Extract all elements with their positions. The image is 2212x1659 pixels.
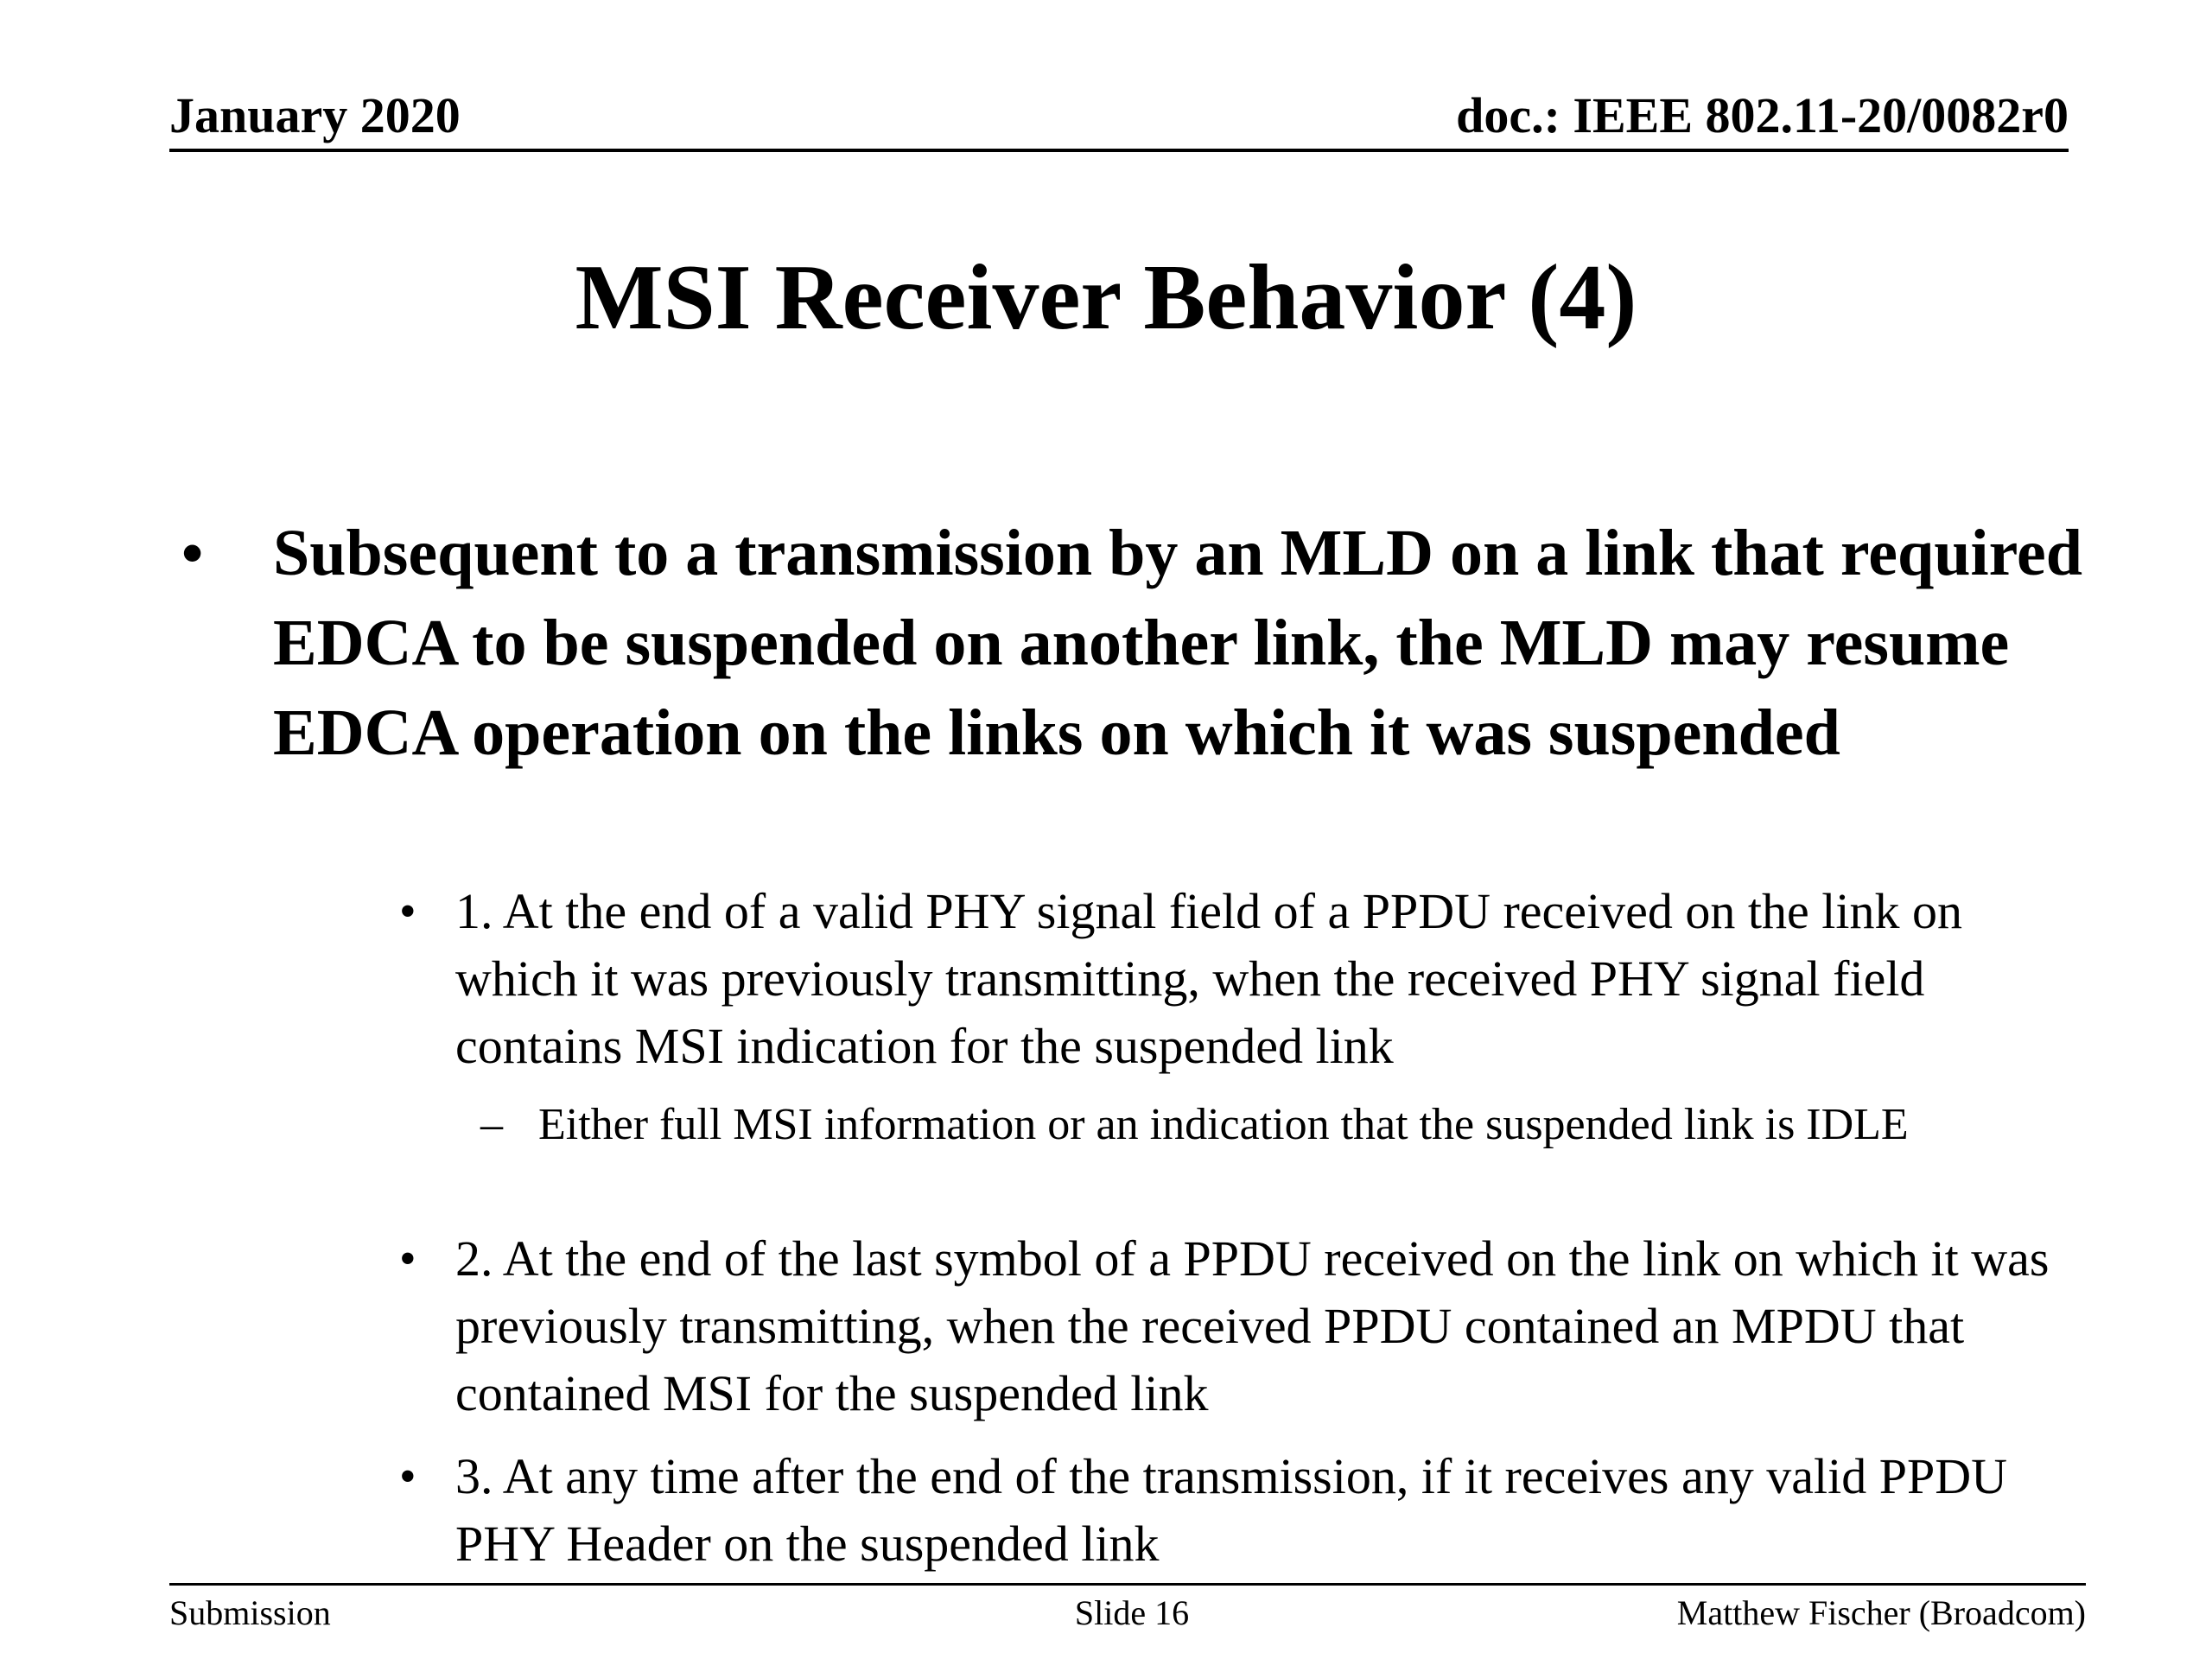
footer-author: Matthew Fischer (Broadcom) bbox=[1676, 1593, 2086, 1632]
bullet-marker: • bbox=[399, 885, 416, 938]
sub-bullet-text: 1. At the end of a valid PHY signal field of a PPDU received on the link on which it was previously transmitting, when the received PHY signal field contains MSI indication for the suspended link bbox=[455, 883, 1962, 1074]
footer-submission: Submission bbox=[169, 1593, 331, 1632]
main-bullet-text: Subsequent to a transmission by an MLD on a link that required EDCA to be suspended on another link, the MLD may resume EDCA operation on the links on which it was suspended bbox=[273, 517, 2082, 769]
sub-bullet-text: 3. At any time after the end of the transmission, if it receives any valid PPDU PHY Header on the suspended link bbox=[455, 1448, 2007, 1572]
bullet-marker: • bbox=[399, 1450, 416, 1503]
sub-sub-item-text: Either full MSI information or an indication that the suspended link is IDLE bbox=[538, 1100, 1909, 1149]
dash-marker: – bbox=[480, 1100, 503, 1149]
slide-header bbox=[169, 86, 2069, 152]
slide-title: MSI Receiver Behavior (4) bbox=[575, 246, 1637, 349]
bullet-marker: • bbox=[181, 518, 204, 588]
header-date: January 2020 bbox=[169, 87, 461, 143]
bullet-marker: • bbox=[399, 1232, 416, 1286]
footer-slide-number: Slide 16 bbox=[1074, 1593, 1190, 1632]
header-doc-id: doc.: IEEE 802.11-20/0082r0 bbox=[1456, 87, 2069, 143]
sub-bullet-text: 2. At the end of the last symbol of a PPDU received on the link on which it was previously transmitting, when the received PPDU contained an MPDU that contained MSI for the suspended link bbox=[455, 1230, 2050, 1421]
footer-divider bbox=[169, 1583, 2086, 1586]
